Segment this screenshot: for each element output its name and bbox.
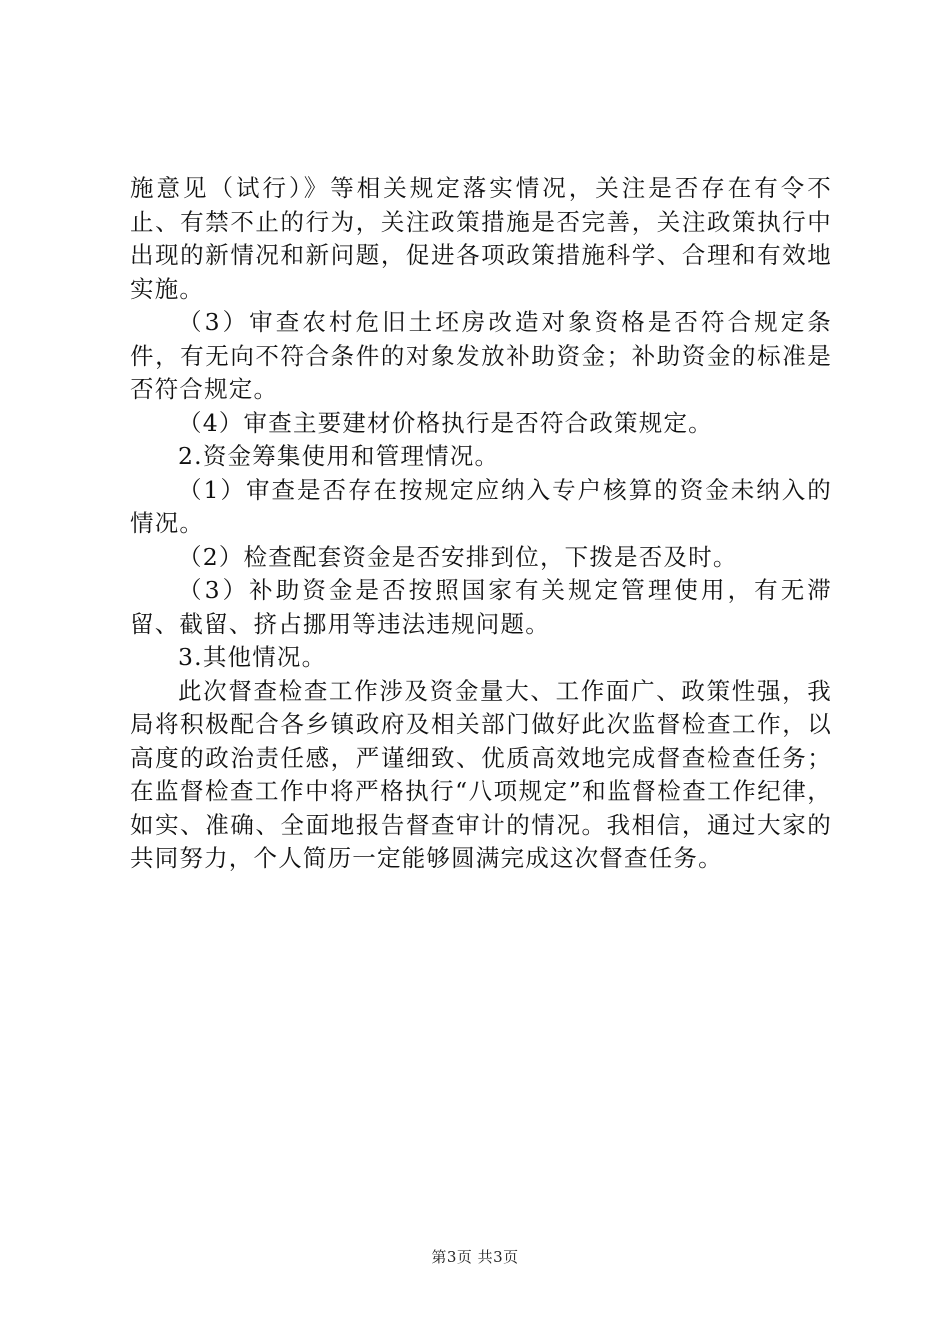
paragraph-conclusion: 此次督查检查工作涉及资金量大、工作面广、政策性强，我局将积极配合各乡镇政府及相关部门做好此次监督检查工作，以高度的政治责任感，严谨细致、优质高效地完成督查检查任务；在监督检查工作中将严格执行“八项规定”和监督检查工作纪律，如实、准确、全面地报告督查审计的情况。我相信，通过大家的共同努力，个人简历一定能够圆满完成这次督查任务。 — [130, 676, 832, 872]
section-heading-funds: 2.资金筹集使用和管理情况。 — [178, 442, 500, 470]
paragraph-item-1-special-account: （1）审查是否存在按规定应纳入专户核算的资金未纳入的情况。 — [130, 475, 832, 537]
paragraph-item-3-subsidy-use: （3）补助资金是否按照国家有关规定管理使用，有无滞留、截留、挤占挪用等违法违规问题。 — [130, 576, 832, 638]
paragraph-item-3-eligibility: （3）审查农村危旧土坯房改造对象资格是否符合规定条件，有无向不符合条件的对象发放补助资金；补助资金的标准是否符合规定。 — [130, 308, 832, 403]
document-body — [130, 172, 832, 876]
paragraph-item-4-material-prices: （4）审查主要建材价格执行是否符合政策规定。 — [178, 408, 713, 437]
page-footer: 第3页 共3页 — [431, 1248, 519, 1266]
section-heading-other: 3.其他情况。 — [178, 643, 327, 671]
paragraph-item-2-matching-funds: （2）检查配套资金是否安排到位，下拨是否及时。 — [178, 542, 738, 571]
paragraph-continuation: 施意见（试行）》等相关规定落实情况，关注是否存在有令不止、有禁不止的行为，关注政策措施是否完善，关注政策执行中出现的新情况和新问题，促进各项政策措施科学、合理和有效地实施。 — [130, 174, 832, 303]
